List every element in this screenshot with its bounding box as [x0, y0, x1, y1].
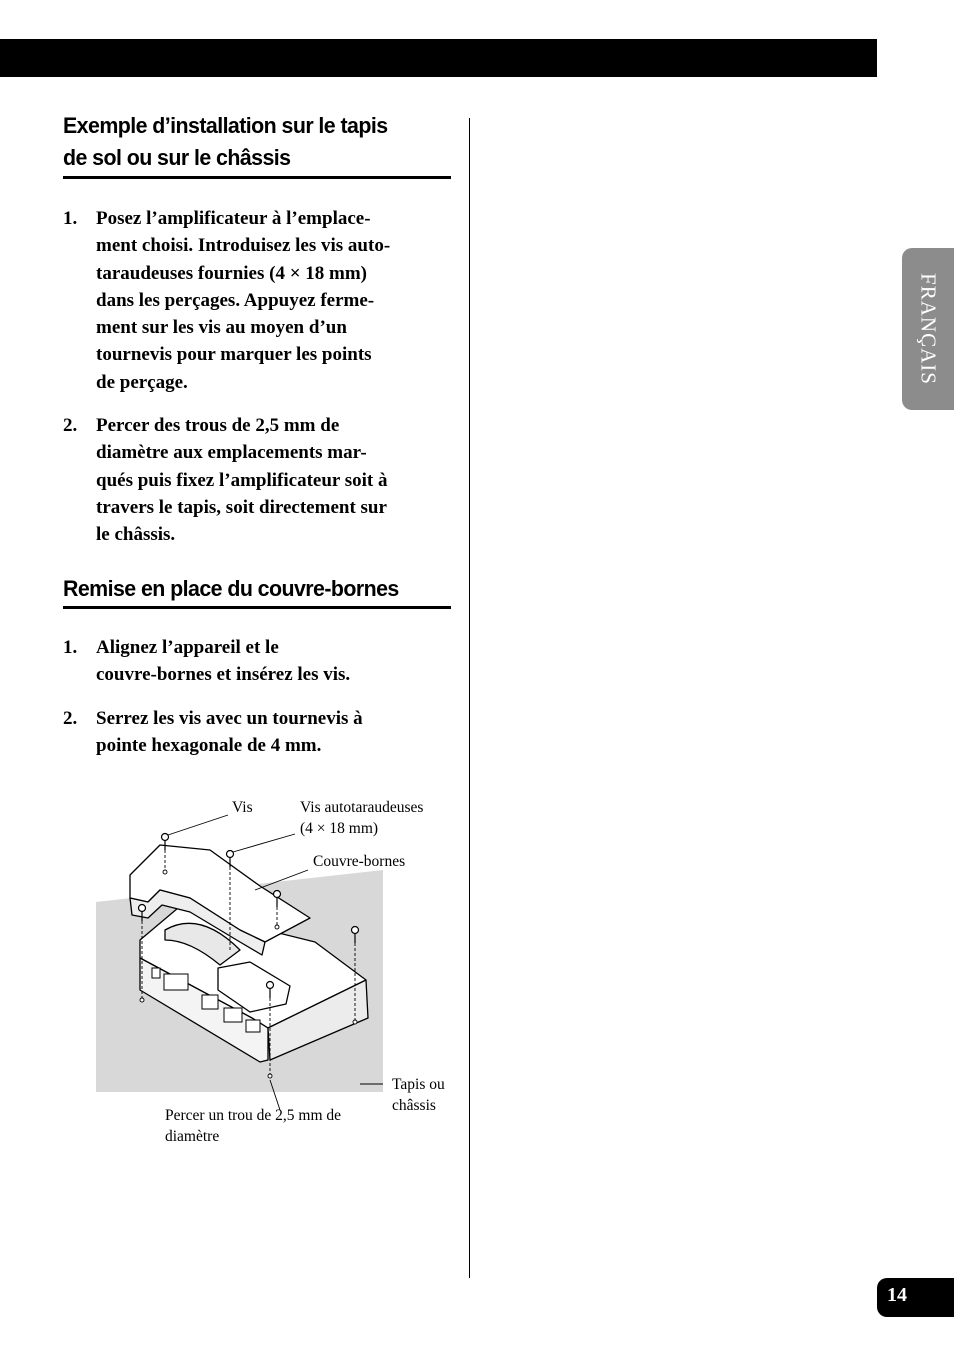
label-terminal-cover: Couvre-bornes [313, 853, 406, 870]
step-line: taraudeuses fournies (4 × 18 mm) [96, 262, 368, 284]
section1-rule [63, 176, 451, 179]
section2-rule [63, 606, 451, 609]
section1-title-line1: Exemple d’installation sur le tapis [63, 113, 388, 138]
label-self-tapping-screws [300, 798, 423, 839]
section1-step-1 [63, 205, 463, 396]
section1-steps [63, 205, 463, 565]
step-line: ment choisi. Introduisez les vis auto- [96, 235, 391, 257]
label-drill-line1: Percer un trou de 2,5 mm de [165, 1107, 342, 1124]
step-line: diamètre aux emplacements mar- [96, 442, 367, 464]
step-line: de perçage. [96, 371, 188, 393]
step-line: ment sur les vis au moyen d’un [96, 317, 347, 339]
header-bar [0, 39, 877, 77]
step-line: le châssis. [96, 524, 176, 546]
section1-title [63, 110, 432, 174]
label-mat-chassis [392, 1075, 445, 1116]
step-line: Alignez l’appareil et le [96, 637, 279, 658]
step-line: Posez l’amplificateur à l’emplace- [96, 208, 371, 229]
step-line: tournevis pour marquer les points [96, 344, 372, 366]
label-self-tapping-line2: (4 × 18 mm) [300, 819, 379, 837]
step-number: 2. [63, 707, 78, 729]
label-mat-line2: châssis [392, 1096, 436, 1114]
step-line: qués puis fixez l’amplificateur soit à [96, 469, 388, 491]
step-number: 1. [63, 637, 78, 658]
section2-steps [63, 634, 463, 775]
page-number-badge [877, 1278, 954, 1317]
label-mat-line1: Tapis ou [392, 1076, 445, 1093]
label-vis: Vis [232, 799, 253, 816]
section2-step-1 [63, 634, 463, 689]
step-number: 2. [63, 415, 78, 437]
section1-step-2 [63, 412, 463, 548]
section2-step-2 [63, 705, 463, 760]
step-line: Percer des trous de 2,5 mm de [96, 415, 340, 437]
section2-title [63, 573, 432, 605]
step-line: Serrez les vis avec un tournevis à [96, 707, 363, 729]
step-line: travers le tapis, soit directement sur [96, 496, 387, 518]
label-self-tapping-line1: Vis autotaraudeuses [300, 799, 424, 816]
language-tab [902, 248, 954, 410]
label-drill-line2: diamètre [165, 1127, 220, 1145]
installation-figure [90, 790, 470, 1160]
label-drill-hole [165, 1106, 341, 1147]
section2-title-text: Remise en place du couvre-bornes [63, 576, 399, 601]
step-line: dans les perçages. Appuyez ferme- [96, 289, 375, 311]
step-line: pointe hexagonale de 4 mm. [96, 734, 322, 756]
step-number: 1. [63, 208, 78, 229]
step-line: couvre-bornes et insérez les vis. [96, 664, 351, 686]
language-tab-label: FRANÇAIS [916, 273, 941, 385]
section1-title-line2: de sol ou sur le châssis [63, 145, 291, 170]
page-number: 14 [887, 1284, 907, 1306]
